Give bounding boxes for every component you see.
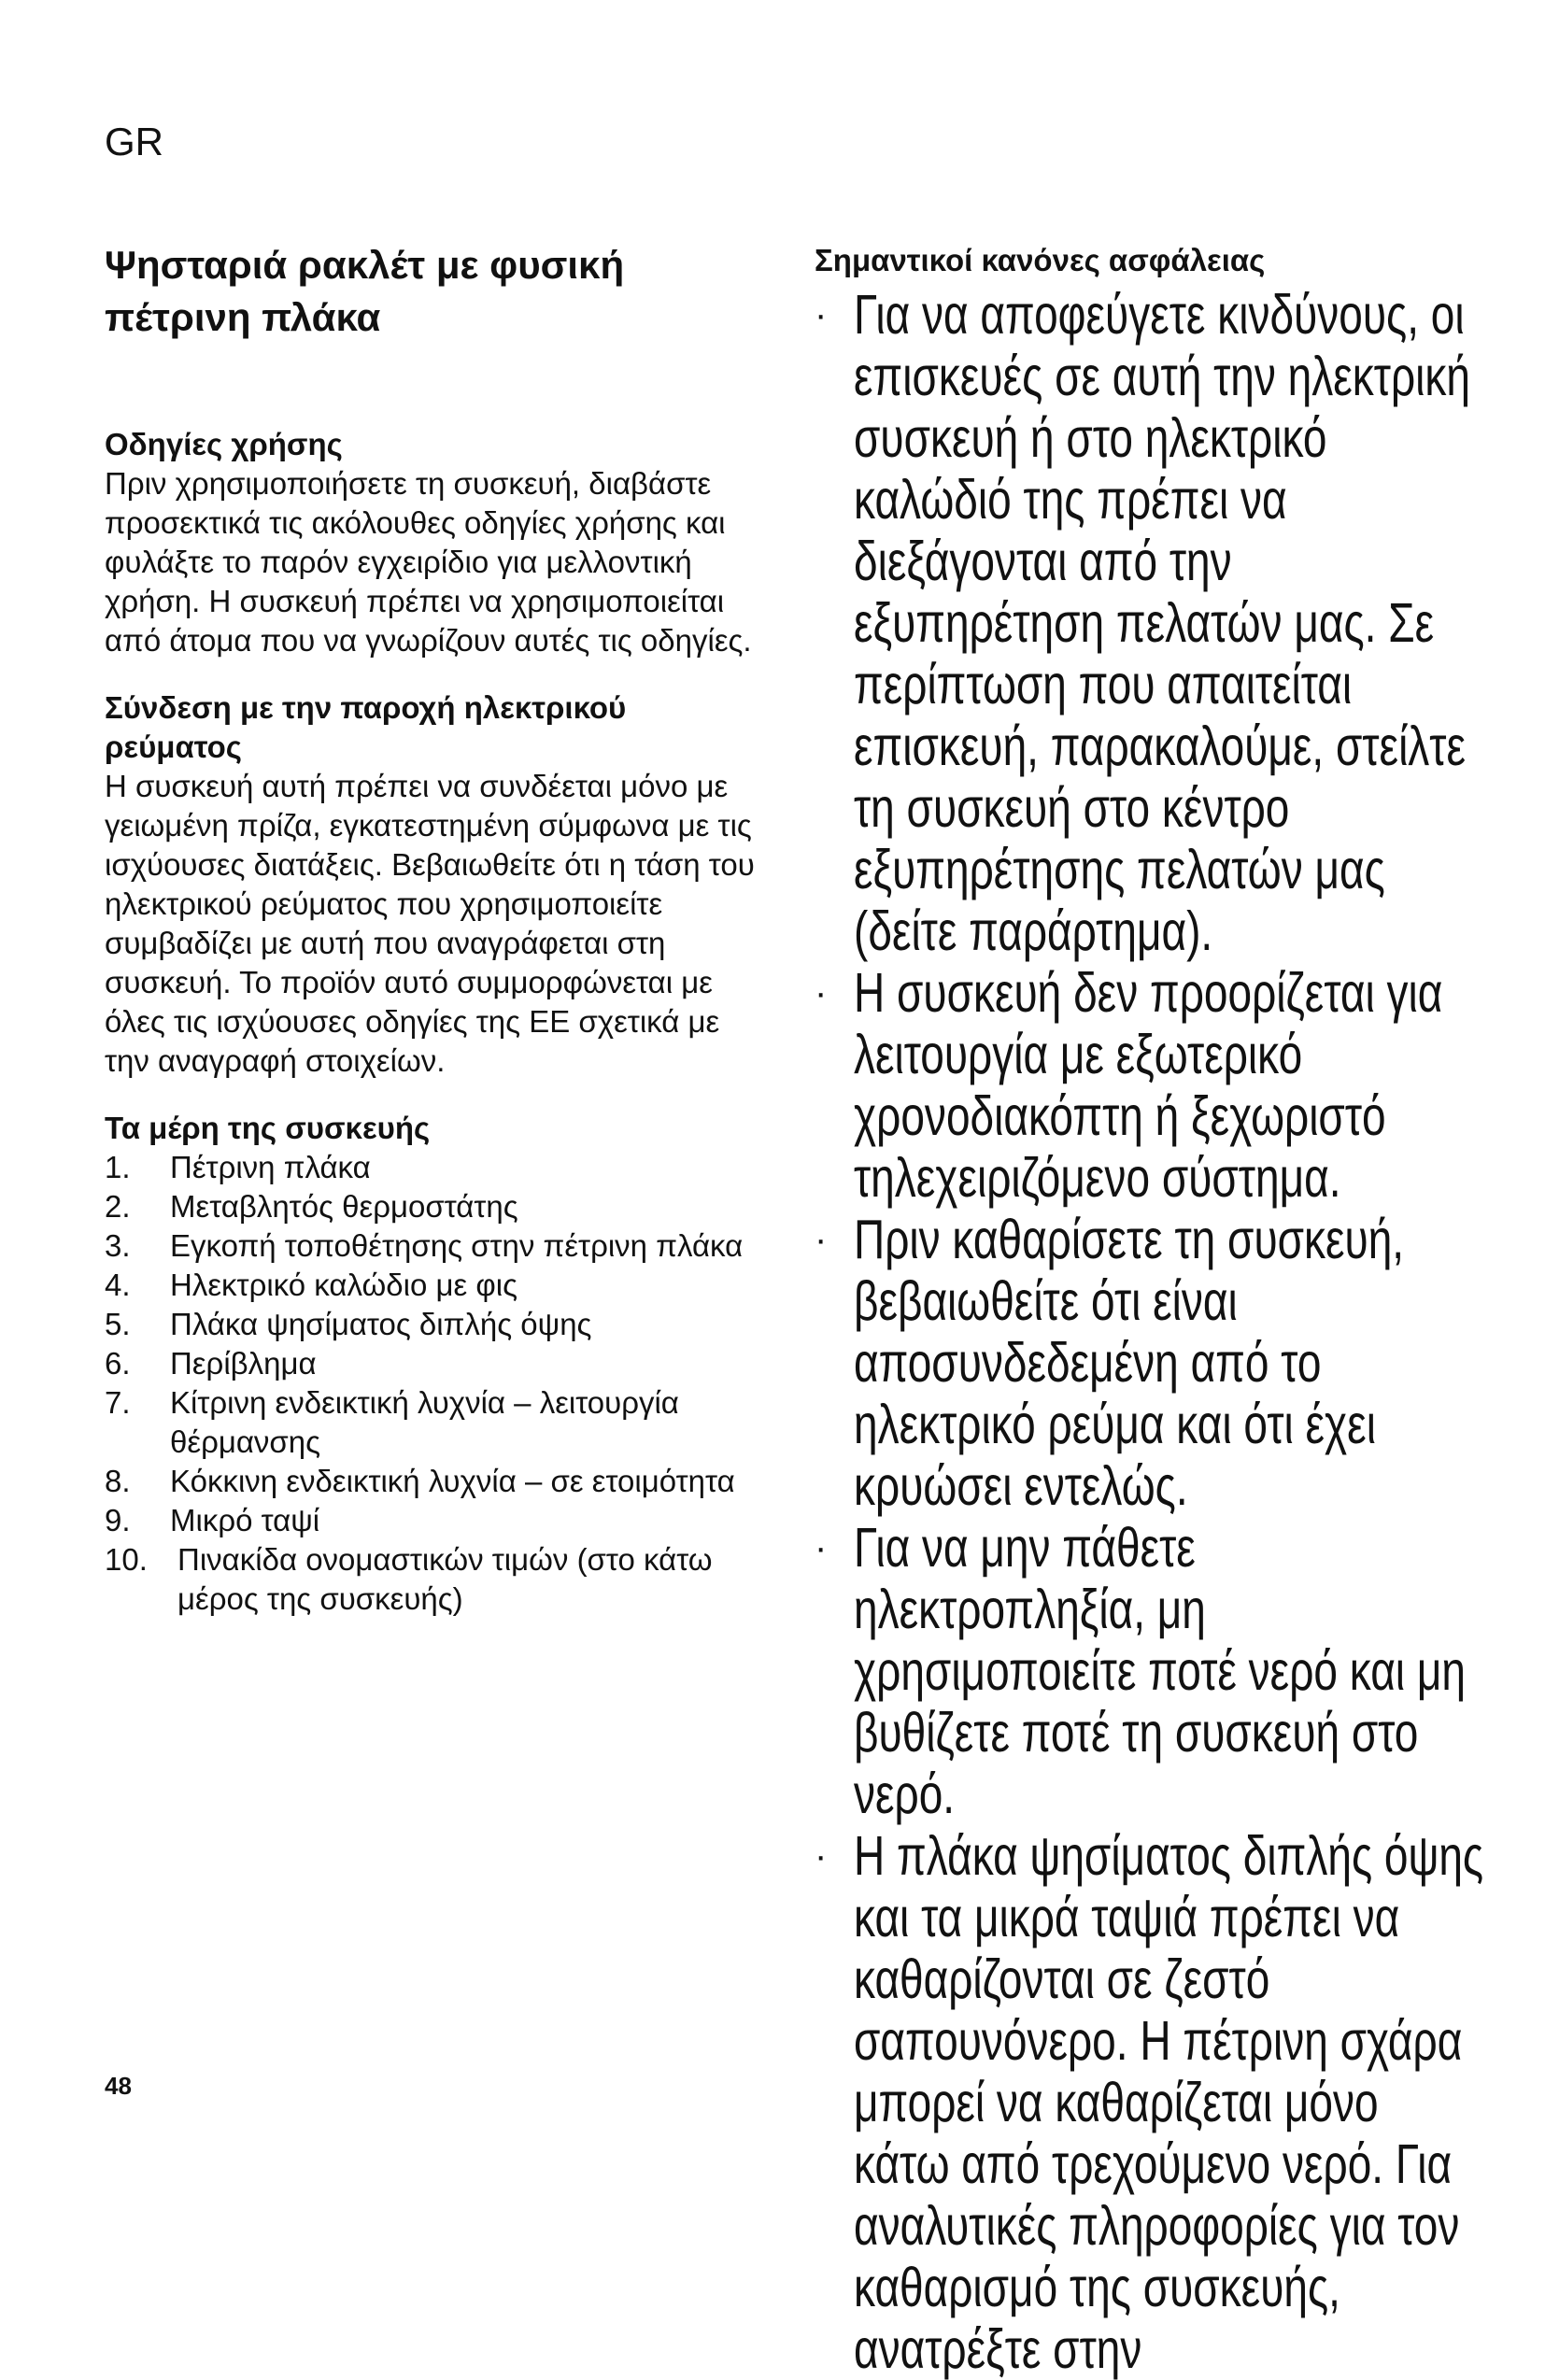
item-number: 2. — [105, 1189, 131, 1224]
item-text: Μεταβλητός θερμοστάτης — [170, 1189, 518, 1224]
item-text: Εγκοπή τοποθέτησης στην πέτρινη πλάκα — [170, 1228, 744, 1263]
usage-heading: Οδηγίες χρήσης — [105, 427, 343, 461]
usage-text: Πριν χρησιμοποιήσετε τη συσκευή, διαβάστε προσεκτικά τις ακόλουθες οδηγίες χρήσης και φυλάξτε το παρόν εγχειρίδιο για μελλοντική χρήση. Η συσκευή πρέπει να χρησιμοποιείται από άτομα που να γνωρίζουν αυτές τις οδηγίες. — [105, 466, 752, 658]
page-title: Ψησταριά ρακλέτ με φυσική πέτρινη πλάκα — [105, 243, 625, 339]
page-number: 48 — [105, 2072, 132, 2100]
safety-text: Πριν καθαρίσετε τη συσκευή, βεβαιωθείτε ότι είναι αποσυνδεδεμένη από το ηλεκτρικό ρεύμα και ότι έχει κρυώσει εντελώς. — [854, 1209, 1405, 1517]
item-text: Μικρό ταψί — [170, 1503, 320, 1537]
connection-section — [105, 688, 758, 1081]
list-item — [815, 1209, 1487, 1517]
usage-section — [105, 425, 758, 660]
item-text: Πινακίδα ονομαστικών τιμών (στο κάτω μέρος της συσκευής) — [177, 1542, 713, 1616]
list-item — [815, 1825, 1487, 2380]
item-number: 8. — [105, 1464, 131, 1498]
list-item — [105, 1226, 758, 1266]
list-item — [105, 1540, 758, 1619]
list-item — [105, 1266, 758, 1305]
safety-text: Η πλάκα ψησίματος διπλής όψης και τα μικρά ταψιά πρέπει να καθαρίζονται σε ζεστό σαπουνόνερο. Η πέτρινη σχάρα μπορεί να καθαρίζεται μόνο κάτω από τρεχούμενο νερό. Για αναλυτικές πληροφορίες για τον καθαρισμό της συσκευής, ανατρέξτε στην — [854, 1825, 1484, 2380]
item-text: Κόκκινη ενδεικτική λυχνία – σε ετοιμότητα — [170, 1464, 735, 1498]
list-item — [105, 1344, 758, 1383]
safety-text: Η συσκευή δεν προορίζεται για λειτουργία με εξωτερικό χρονοδιακόπτη ή ξεχωριστό τηλεχειριζόμενο σύστημα. — [854, 962, 1443, 1209]
item-text: Κίτρινη ενδεικτική λυχνία – λειτουργία θέρμανσης — [170, 1385, 679, 1459]
right-column — [815, 241, 1487, 2380]
safety-heading: Σημαντικοί κανόνες ασφάλειας — [815, 243, 1266, 277]
list-item — [105, 1462, 758, 1501]
parts-section — [105, 1109, 758, 1619]
list-item — [105, 1501, 758, 1540]
bullet-icon: · — [815, 1835, 828, 1877]
item-number: 6. — [105, 1346, 131, 1381]
list-item — [815, 962, 1487, 1209]
item-text: Πέτρινη πλάκα — [170, 1150, 371, 1184]
connection-text: Η συσκευή αυτή πρέπει να συνδέεται μόνο με γειωμένη πρίζα, εγκατεστημένη σύμφωνα με τις ισχύουσες διατάξεις. Βεβαιωθείτε ότι η τάση του ηλεκτρικού ρεύματος που χρησιμοποιείτε συμβαδίζει με αυτή που αναγράφεται στη συσκευή. Το προϊόν αυτό συμμορφώνεται με όλες τις ισχύουσες οδηγίες της ΕΕ σχετικά με την αναγραφή στοιχείων. — [105, 769, 755, 1078]
language-code: GR — [105, 120, 163, 163]
connection-heading: Σύνδεση με την παροχή ηλεκτρικού ρεύματος — [105, 690, 627, 764]
bullet-icon: · — [815, 1219, 828, 1260]
bullet-icon: · — [815, 294, 828, 335]
item-number: 10. — [105, 1542, 148, 1577]
item-number: 9. — [105, 1503, 131, 1537]
list-item — [815, 1517, 1487, 1825]
item-text: Περίβλημα — [170, 1346, 317, 1381]
left-column — [105, 425, 758, 1647]
item-number: 5. — [105, 1307, 131, 1341]
safety-list — [815, 284, 1487, 2380]
list-item — [105, 1187, 758, 1226]
item-number: 1. — [105, 1150, 131, 1184]
item-text: Ηλεκτρικό καλώδιο με φις — [170, 1268, 517, 1302]
item-number: 7. — [105, 1385, 131, 1420]
list-item — [105, 1148, 758, 1187]
safety-text: Για να αποφεύγετε κινδύνους, οι επισκευές σε αυτή την ηλεκτρική συσκευή ή στο ηλεκτρικό καλώδιό της πρέπει να διεξάγονται από την εξυπηρέτηση πελατών μας. Σε περίπτωση που απαιτείται επισκευή, παρακαλούμε, στείλτε τη συσκευή στο κέντρο εξυπηρέτησης πελατών μας (δείτε παράρτημα). — [854, 284, 1470, 962]
item-text: Πλάκα ψησίματος διπλής όψης — [170, 1307, 592, 1341]
item-number: 3. — [105, 1228, 131, 1263]
bullet-icon: · — [815, 1527, 828, 1568]
list-item — [105, 1383, 758, 1462]
item-number: 4. — [105, 1268, 131, 1302]
safety-text: Για να μην πάθετε ηλεκτροπληξία, μη χρησιμοποιείτε ποτέ νερό και μη βυθίζετε ποτέ τη συσκευή στο νερό. — [854, 1517, 1466, 1825]
parts-heading: Τα μέρη της συσκευής — [105, 1111, 431, 1145]
bullet-icon: · — [815, 972, 828, 1013]
list-item — [105, 1305, 758, 1344]
list-item — [815, 284, 1487, 962]
parts-list — [105, 1148, 758, 1619]
